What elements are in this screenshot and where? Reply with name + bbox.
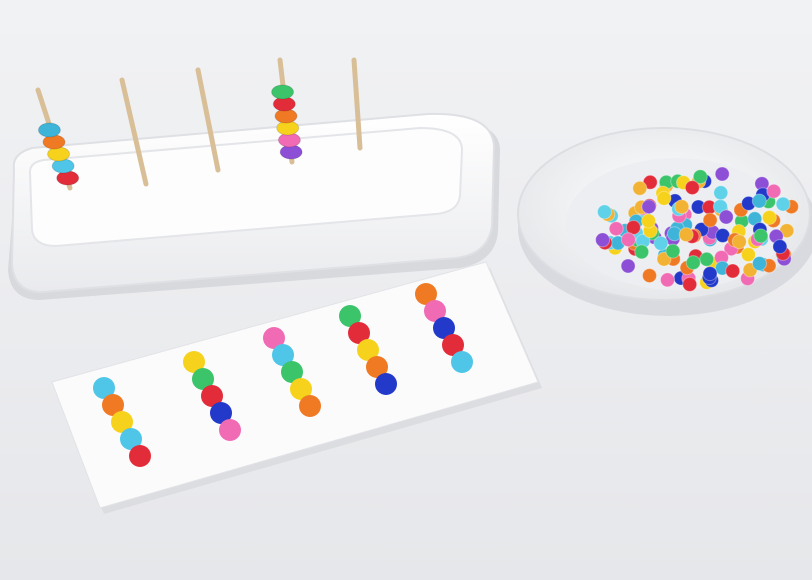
loose-bead <box>776 197 790 211</box>
loose-bead <box>715 167 729 181</box>
loose-bead <box>643 269 657 283</box>
loose-bead <box>686 256 700 270</box>
loose-bead <box>703 213 717 227</box>
loose-bead <box>609 222 623 236</box>
loose-bead <box>700 252 714 266</box>
loose-bead <box>642 200 656 214</box>
loose-bead <box>714 186 728 200</box>
pattern-dot <box>451 351 473 373</box>
loose-bead <box>598 205 612 219</box>
loose-bead <box>685 181 699 195</box>
pattern-dot <box>299 395 321 417</box>
loose-bead <box>719 210 733 224</box>
loose-bead <box>675 200 689 214</box>
loose-bead <box>666 244 680 258</box>
loose-bead <box>752 194 766 208</box>
loose-bead <box>773 240 787 254</box>
bead-bowl <box>518 128 812 316</box>
loose-bead <box>754 229 768 243</box>
loose-bead <box>657 191 671 205</box>
threaded-bead <box>272 85 294 99</box>
pattern-dot <box>219 419 241 441</box>
threaded-bead <box>38 123 60 137</box>
loose-bead <box>621 233 635 247</box>
loose-bead <box>683 277 697 291</box>
loose-bead <box>596 233 610 247</box>
loose-bead <box>762 211 776 225</box>
loose-bead <box>654 236 668 250</box>
loose-bead <box>635 245 649 259</box>
loose-bead <box>732 235 746 249</box>
loose-bead <box>767 184 781 198</box>
loose-bead <box>642 214 656 228</box>
loose-bead <box>679 228 693 242</box>
loose-bead <box>661 273 675 287</box>
pattern-dot <box>375 373 397 395</box>
loose-bead <box>726 264 740 278</box>
loose-bead <box>753 257 767 271</box>
loose-bead <box>703 267 717 281</box>
loose-bead <box>633 181 647 195</box>
pattern-dot <box>129 445 151 467</box>
loose-bead <box>621 259 635 273</box>
